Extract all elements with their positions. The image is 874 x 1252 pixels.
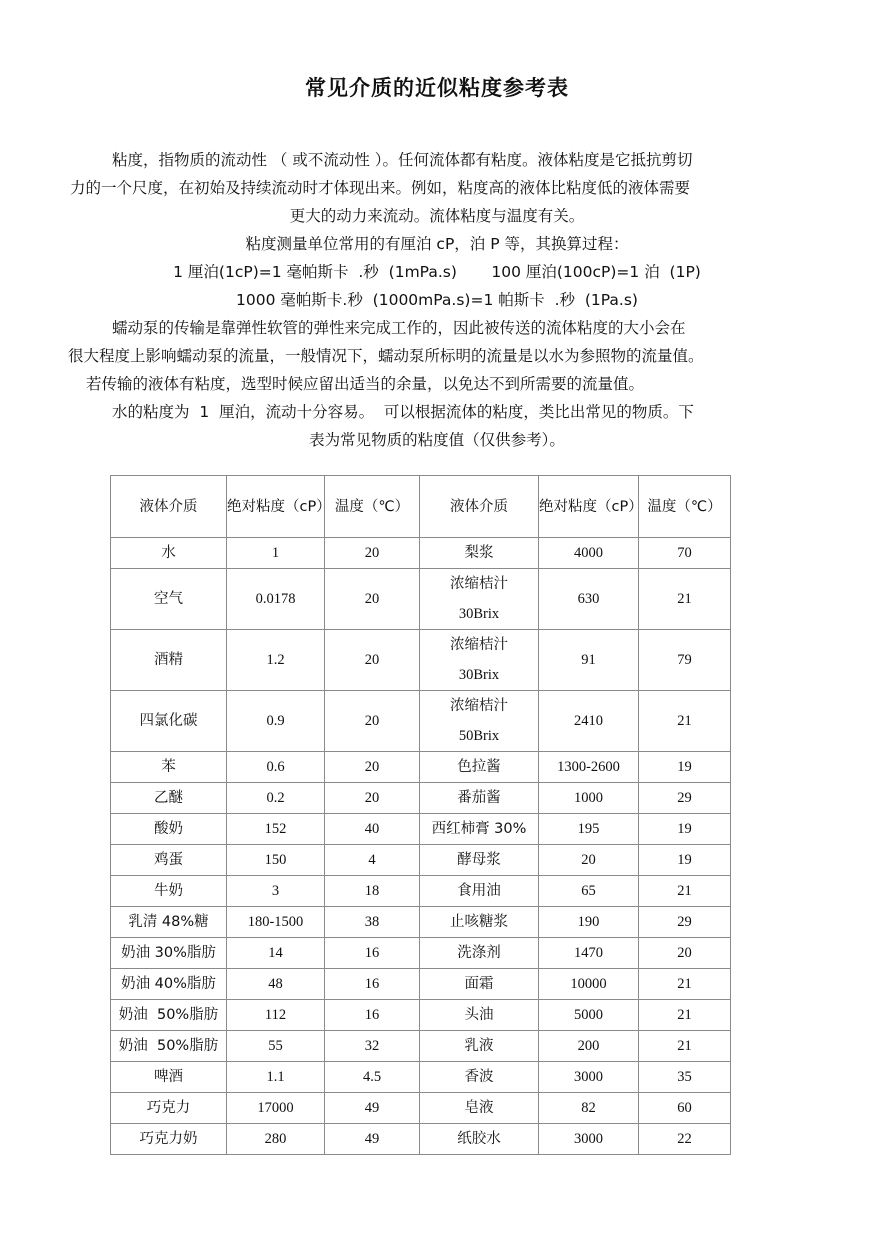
header-unit: （℃）: [676, 498, 722, 515]
intro-line: 蠕动泵的传输是靠弹性软管的弹性来完成工作的，因此被传送的流体粘度的大小会在: [112, 319, 686, 337]
cell-temperature: [639, 569, 731, 630]
medium-name: 皂液: [464, 1100, 494, 1116]
cell-viscosity: [227, 630, 325, 691]
cell-viscosity: [539, 814, 639, 845]
intro-line: 力的一个尺度，在初始及持续流动时才体现出来。例如，粘度高的液体比粘度低的液体需要: [70, 179, 691, 197]
medium-name: 浓缩桔汁: [450, 698, 508, 714]
cell-temperature: [325, 1000, 420, 1031]
header-label: 液体介质: [139, 498, 198, 515]
cell-viscosity-value: 1300-2600: [557, 759, 620, 775]
cell-viscosity-value: 4000: [574, 545, 603, 561]
cell-viscosity-value: 195: [577, 821, 600, 837]
cell-temperature-value: 20: [364, 652, 380, 668]
cell-viscosity: [539, 752, 639, 783]
cell-medium: [420, 1031, 539, 1062]
cell-temperature: [325, 1031, 420, 1062]
cell-temperature-value: 35: [677, 1069, 692, 1085]
cell-medium: [420, 876, 539, 907]
cell-temperature-value: 19: [677, 759, 692, 775]
cell-medium: [111, 752, 227, 783]
cell-viscosity: [539, 783, 639, 814]
cell-medium-value: 鸡蛋: [154, 852, 183, 868]
cell-viscosity: [227, 783, 325, 814]
medium-name: 洗涤剂: [457, 945, 501, 961]
medium-grade: 30Brix: [458, 667, 500, 683]
cell-medium: [420, 630, 539, 691]
cell-viscosity: [539, 845, 639, 876]
cell-medium: [111, 783, 227, 814]
cell-medium: [111, 569, 227, 630]
cell-viscosity: [227, 907, 325, 938]
cell-medium-value: 乙醚: [154, 790, 183, 806]
cell-medium-value: 巧克力奶: [139, 1131, 198, 1147]
medium-name: 浓缩桔汁: [450, 637, 508, 653]
cell-medium: [111, 538, 227, 569]
cell-medium-value: 奶油 50%脂肪: [118, 1007, 219, 1023]
cell-medium-value: 奶油 50%脂肪: [118, 1038, 219, 1054]
cell-temperature: [325, 969, 420, 1000]
cell-medium: [420, 783, 539, 814]
cell-viscosity: [539, 569, 639, 630]
cell-viscosity: [227, 1093, 325, 1124]
cell-medium: [420, 938, 539, 969]
cell-medium: [111, 1093, 227, 1124]
medium-name: 面霜: [464, 976, 494, 992]
cell-viscosity-value: 48: [268, 976, 283, 992]
cell-temperature-value: 32: [364, 1038, 380, 1054]
cell-viscosity-value: 180-1500: [247, 914, 304, 930]
table-row: [111, 1031, 731, 1062]
cell-temperature: [325, 1093, 420, 1124]
cell-viscosity: [539, 1093, 639, 1124]
cell-medium: [111, 814, 227, 845]
cell-temperature-value: 79: [677, 652, 692, 668]
intro-line: 若传输的液体有粘度，选型时候应留出适当的余量，以免达不到所需要的流量值。: [86, 375, 645, 393]
intro-text: [62, 146, 812, 454]
header-label: 绝对粘度: [539, 498, 597, 515]
cell-temperature-value: 21: [677, 1007, 692, 1023]
cell-temperature-value: 20: [364, 759, 380, 775]
cell-temperature-value: 20: [677, 945, 692, 961]
table-row: [111, 876, 731, 907]
cell-medium-value: 苯: [161, 759, 176, 775]
header-unit: （℃）: [363, 498, 410, 515]
cell-viscosity: [539, 969, 639, 1000]
cell-viscosity-value: 10000: [570, 976, 607, 992]
cell-temperature: [325, 630, 420, 691]
cell-viscosity: [227, 845, 325, 876]
cell-medium: [420, 1124, 539, 1155]
cell-viscosity: [539, 1000, 639, 1031]
cell-temperature: [639, 1124, 731, 1155]
header-viscosity: [227, 476, 331, 538]
cell-viscosity: [539, 938, 639, 969]
intro-line: 表为常见物质的粘度值（仅供参考）。: [309, 431, 565, 449]
cell-viscosity: [227, 1031, 325, 1062]
table-row: [111, 1062, 731, 1093]
cell-temperature-value: 70: [677, 545, 692, 561]
cell-temperature: [325, 907, 420, 938]
cell-medium-value: 乳清 48%糖: [128, 914, 209, 930]
cell-viscosity-value: 0.6: [266, 759, 285, 775]
cell-viscosity-value: 3000: [574, 1131, 603, 1147]
table-row: [111, 938, 731, 969]
cell-viscosity-value: 630: [577, 591, 600, 607]
cell-viscosity: [227, 814, 325, 845]
cell-viscosity-value: 5000: [574, 1007, 603, 1023]
cell-medium-value: 空气: [154, 591, 183, 607]
cell-temperature-value: 22: [677, 1131, 692, 1147]
cell-temperature: [639, 630, 731, 691]
cell-medium-value: 水: [161, 545, 176, 561]
table-row: [111, 569, 731, 630]
intro-line: 很大程度上影响蠕动泵的流量，一般情况下，蠕动泵所标明的流量是以水为参照物的流量值。: [68, 347, 704, 365]
intro-line: 粘度，指物质的流动性 （ 或不流动性 ）。任何流体都有粘度。液体粘度是它抵抗剪切: [112, 151, 693, 169]
header-label: 温度: [334, 498, 364, 515]
cell-viscosity: [227, 1000, 325, 1031]
cell-viscosity-value: 65: [581, 883, 596, 899]
cell-temperature-value: 21: [677, 713, 692, 729]
cell-medium-value: 奶油 40%脂肪: [121, 976, 216, 992]
cell-viscosity-value: 14: [268, 945, 283, 961]
table-row: [111, 538, 731, 569]
cell-viscosity-value: 112: [264, 1007, 287, 1023]
cell-medium-value: 巧克力: [146, 1100, 191, 1116]
cell-viscosity: [227, 691, 325, 752]
header-temperature: [639, 476, 731, 538]
cell-viscosity-value: 152: [264, 821, 287, 837]
table-row: [111, 630, 731, 691]
cell-medium: [111, 691, 227, 752]
cell-viscosity: [227, 969, 325, 1000]
cell-temperature-value: 20: [364, 545, 380, 561]
cell-temperature: [639, 691, 731, 752]
cell-viscosity: [227, 1124, 325, 1155]
table-row: [111, 752, 731, 783]
cell-viscosity-value: 1000: [574, 790, 603, 806]
cell-medium: [420, 814, 539, 845]
cell-temperature: [325, 569, 420, 630]
medium-name: 浓缩桔汁: [450, 576, 508, 592]
cell-temperature-value: 18: [364, 883, 380, 899]
cell-viscosity: [539, 907, 639, 938]
cell-medium: [420, 1062, 539, 1093]
cell-temperature: [639, 814, 731, 845]
cell-viscosity-value: 55: [268, 1038, 283, 1054]
header-viscosity: [539, 476, 643, 538]
cell-medium: [420, 969, 539, 1000]
table-row: [111, 814, 731, 845]
cell-viscosity: [539, 876, 639, 907]
cell-medium: [420, 1093, 539, 1124]
cell-medium: [111, 1124, 227, 1155]
cell-viscosity: [539, 1124, 639, 1155]
medium-name: 乳液: [464, 1038, 494, 1054]
cell-viscosity: [539, 1031, 639, 1062]
cell-medium: [111, 1031, 227, 1062]
cell-medium-value: 奶油 30%脂肪: [121, 945, 216, 961]
medium-grade: 50Brix: [458, 728, 500, 744]
cell-temperature-value: 29: [677, 914, 692, 930]
medium-name: 头油: [464, 1007, 494, 1023]
cell-viscosity-value: 150: [264, 852, 287, 868]
cell-viscosity-value: 200: [577, 1038, 600, 1054]
cell-temperature-value: 16: [364, 945, 380, 961]
conversion-line: 1 厘泊(1cP)=1 毫帕斯卡 .秒 (1mPa.s) 100 厘泊(100cP)=1 泊 (1P): [173, 263, 701, 281]
viscosity-table: [110, 475, 731, 1155]
cell-viscosity: [227, 538, 325, 569]
cell-viscosity-value: 190: [577, 914, 600, 930]
cell-temperature: [639, 969, 731, 1000]
intro-line: 更大的动力来流动。流体粘度与温度有关。: [289, 207, 585, 225]
cell-viscosity-value: 1470: [574, 945, 603, 961]
medium-name: 纸胶水: [457, 1131, 501, 1147]
medium-name: 食用油: [457, 883, 501, 899]
cell-temperature: [639, 907, 731, 938]
cell-temperature-value: 21: [677, 591, 692, 607]
cell-viscosity: [539, 1062, 639, 1093]
cell-viscosity-value: 0.9: [266, 713, 285, 729]
cell-viscosity-value: 17000: [257, 1100, 294, 1116]
cell-temperature: [325, 814, 420, 845]
cell-medium-value: 酸奶: [154, 821, 183, 837]
cell-viscosity: [227, 1062, 325, 1093]
cell-temperature: [325, 752, 420, 783]
cell-viscosity: [227, 752, 325, 783]
cell-viscosity-value: 0.2: [266, 790, 285, 806]
cell-temperature: [325, 1124, 420, 1155]
cell-temperature: [325, 938, 420, 969]
medium-name: 止咳糖浆: [450, 914, 508, 930]
cell-temperature: [639, 1031, 731, 1062]
medium-name: 香波: [464, 1069, 494, 1085]
cell-temperature-value: 4.5: [362, 1069, 382, 1085]
cell-medium: [111, 630, 227, 691]
cell-medium-value: 牛奶: [154, 883, 183, 899]
cell-temperature: [325, 1062, 420, 1093]
table-row: [111, 845, 731, 876]
cell-temperature-value: 16: [364, 1007, 380, 1023]
medium-name: 西红柿膏 30%: [431, 821, 527, 837]
cell-medium: [420, 538, 539, 569]
medium-name: 色拉酱: [457, 759, 501, 775]
header-temperature: [325, 476, 420, 538]
cell-viscosity-value: 82: [581, 1100, 596, 1116]
table-row: [111, 969, 731, 1000]
cell-medium: [111, 876, 227, 907]
cell-medium: [420, 845, 539, 876]
cell-temperature-value: 20: [364, 790, 380, 806]
cell-viscosity-value: 3000: [574, 1069, 603, 1085]
cell-medium: [420, 569, 539, 630]
medium-name: 梨浆: [464, 545, 494, 561]
cell-medium: [111, 845, 227, 876]
cell-temperature: [639, 538, 731, 569]
cell-temperature: [325, 783, 420, 814]
medium-name: 番茄酱: [457, 790, 501, 806]
cell-temperature-value: 21: [677, 883, 692, 899]
cell-temperature: [639, 752, 731, 783]
cell-temperature-value: 38: [364, 914, 380, 930]
cell-viscosity: [227, 938, 325, 969]
cell-temperature: [639, 938, 731, 969]
cell-temperature: [325, 876, 420, 907]
table-row: [111, 1000, 731, 1031]
cell-viscosity-value: 0.0178: [255, 591, 296, 607]
cell-temperature-value: 4: [368, 852, 376, 868]
page-title: 常见介质的近似粘度参考表: [305, 75, 569, 100]
cell-medium: [420, 907, 539, 938]
cell-viscosity-value: 1.2: [266, 652, 285, 668]
cell-temperature: [639, 1093, 731, 1124]
cell-temperature-value: 19: [677, 821, 692, 837]
cell-medium-value: 四氯化碳: [139, 713, 198, 729]
cell-temperature: [639, 876, 731, 907]
cell-medium: [111, 1000, 227, 1031]
table-row: [111, 691, 731, 752]
header-unit: （cP）: [597, 498, 643, 515]
cell-temperature: [325, 845, 420, 876]
table-row: [111, 783, 731, 814]
header-label: 绝对粘度: [227, 498, 285, 515]
medium-grade: 30Brix: [458, 606, 500, 622]
table-body: [111, 538, 731, 1155]
cell-viscosity-value: 2410: [574, 713, 603, 729]
cell-temperature: [325, 538, 420, 569]
cell-medium: [420, 752, 539, 783]
header-unit: （cP）: [285, 498, 331, 515]
cell-medium: [111, 907, 227, 938]
cell-medium: [420, 691, 539, 752]
cell-temperature-value: 21: [677, 976, 692, 992]
cell-viscosity: [227, 569, 325, 630]
cell-temperature-value: 40: [364, 821, 380, 837]
cell-temperature-value: 20: [364, 591, 380, 607]
intro-line: 粘度测量单位常用的有厘泊 cP，泊 P 等，其换算过程：: [245, 235, 629, 253]
cell-temperature-value: 20: [364, 713, 380, 729]
cell-viscosity-value: 280: [264, 1131, 287, 1147]
cell-medium: [111, 1062, 227, 1093]
intro-line: 水的粘度为 1 厘泊，流动十分容易。 可以根据流体的粘度，类比出常见的物质。下: [112, 403, 694, 421]
table-row: [111, 907, 731, 938]
medium-name: 酵母浆: [457, 852, 501, 868]
header-medium: [420, 476, 539, 538]
header-medium: [111, 476, 227, 538]
cell-medium: [420, 1000, 539, 1031]
cell-medium: [111, 938, 227, 969]
cell-temperature: [325, 691, 420, 752]
cell-viscosity: [227, 876, 325, 907]
cell-viscosity: [539, 538, 639, 569]
conversion-line: 1000 毫帕斯卡.秒 (1000mPa.s)=1 帕斯卡 .秒 (1Pa.s): [236, 291, 638, 309]
cell-temperature-value: 21: [677, 1038, 692, 1054]
table-row: [111, 1093, 731, 1124]
cell-viscosity: [539, 630, 639, 691]
table-header-row: [111, 476, 731, 538]
header-label: 液体介质: [450, 498, 508, 515]
cell-viscosity-value: 91: [581, 652, 596, 668]
cell-temperature-value: 29: [677, 790, 692, 806]
cell-temperature: [639, 1000, 731, 1031]
cell-temperature-value: 49: [364, 1100, 380, 1116]
cell-medium-value: 酒精: [154, 652, 183, 668]
table-row: [111, 1124, 731, 1155]
header-label: 温度: [647, 498, 677, 515]
cell-temperature-value: 19: [677, 852, 692, 868]
cell-temperature-value: 49: [364, 1131, 380, 1147]
cell-viscosity-value: 3: [271, 883, 280, 899]
cell-temperature: [639, 1062, 731, 1093]
cell-temperature-value: 60: [677, 1100, 692, 1116]
cell-viscosity-value: 1: [271, 545, 280, 561]
cell-viscosity: [539, 691, 639, 752]
cell-medium: [111, 969, 227, 1000]
cell-temperature: [639, 783, 731, 814]
cell-viscosity-value: 1.1: [266, 1069, 285, 1085]
cell-temperature: [639, 845, 731, 876]
cell-viscosity-value: 20: [581, 852, 596, 868]
cell-medium-value: 啤酒: [154, 1069, 183, 1085]
cell-temperature-value: 16: [364, 976, 380, 992]
